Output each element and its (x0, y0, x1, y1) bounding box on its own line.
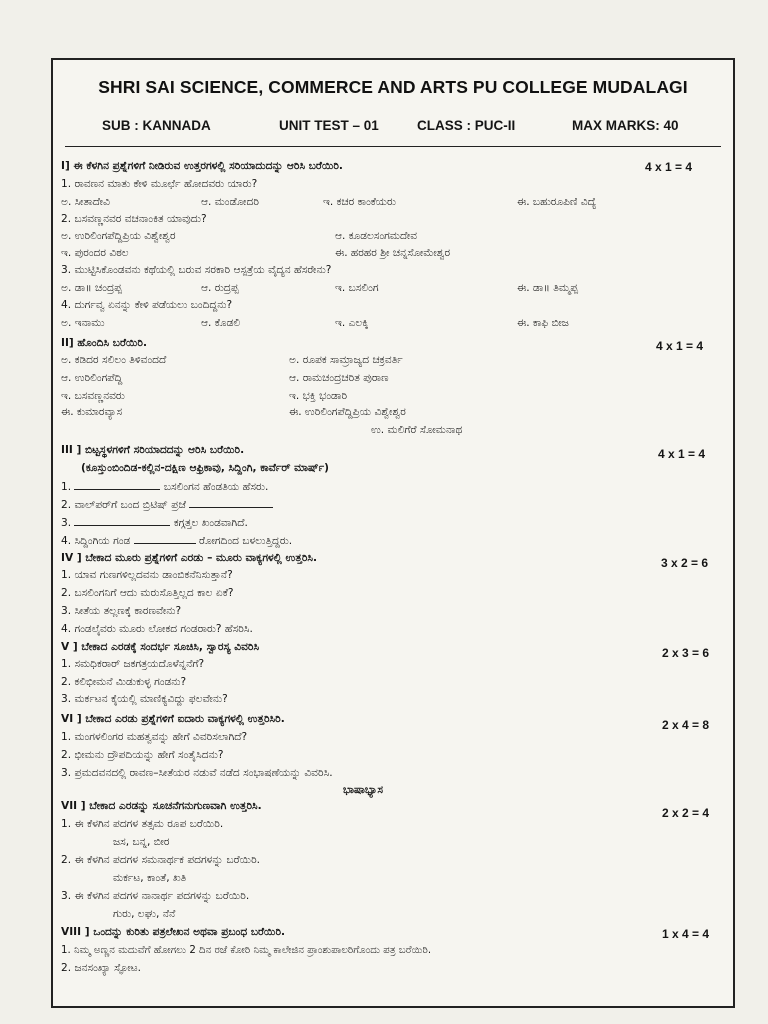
test-label: UNIT TEST – 01 (279, 118, 379, 133)
question-text: ಬಸಲಿಂಗನ ಹೆಂಡತಿಯ ಹೆಸರು. (163, 481, 269, 493)
answer-blank (74, 516, 170, 526)
question-text: 3. ಪ್ರಮದವನದಲ್ಲಿ ರಾವಣ–ಸೀತೆಯರ ನಡುವೆ ನಡೆದ ಸಂಭಾಷಣೆಯನ್ನು ವಿವರಿಸಿ. (61, 767, 333, 779)
question-text: 2. ಈ ಕೆಳಗಿನ ಪದಗಳ ಸಮನಾರ್ಥಕ ಪದಗಳನ್ನು ಬರೆಯಿರಿ. (61, 854, 261, 866)
fill-blank-question (61, 480, 268, 494)
match-right: ಈ. ಉರಿಲಿಂಗಪೆದ್ದಿಪ್ರಿಯ ವಿಶ್ವೇಶ್ವರ (289, 406, 406, 418)
section-3-heading: III ] ಬಿಟ್ಟಸ್ಥಳಗಳಿಗೆ ಸರಿಯಾದದನ್ನು ಆರಿಸಿ ಬರೆಯಿರಿ. (61, 444, 245, 456)
section-5-marks: 2 x 3 = 6 (662, 646, 710, 660)
answer-blank (189, 498, 273, 508)
max-marks-label: MAX MARKS: 40 (572, 118, 679, 133)
header-divider (65, 146, 721, 147)
question-text: 3. ಮುಟ್ಟಿಸಿಕೊಂಡವನು ಕಥೆಯಲ್ಲಿ ಬರುವ ಸರಕಾರಿ ಆಸ್ಪತ್ರೆಯ ವೈದ್ಯನ ಹೆಸರೇನು? (61, 264, 332, 276)
question-text: 3. ಸೀತೆಯ ತಲ್ಲಣಕ್ಕೆ ಕಾರಣವೇನು? (61, 605, 182, 617)
option: ಅ. ಡಾ॥ ಚಂದ್ರಪ್ಪ (61, 282, 122, 294)
option: ಇ. ಎಲಕ್ಕಿ (335, 317, 369, 329)
question-text: 2. ಬಸಲಿಂಗನಿಗೆ ಆದು ಮರುಸೊತ್ತಿಲ್ಲದ ಕಾಲ ಏಕೆ? (61, 587, 234, 599)
section-8-marks: 1 x 4 = 4 (662, 927, 710, 941)
question-text: 2. ಬಸವಣ್ಣನವರ ವಚನಾಂಕಿತ ಯಾವುದು? (61, 213, 207, 225)
question-text: 1. ನಿಮ್ಮ ಅಣ್ಣನ ಮದುವೆಗೆ ಹೋಗಲು 2 ದಿನ ರಜೆ ಕೋರಿ ನಿಮ್ಮ ಕಾಲೇಜಿನ ಪ್ರಾಂಶುಪಾಲರಿಗೊಂದು ಪತ್ರ ಬರೆಯಿರಿ. (61, 945, 432, 956)
option: ಅ. ಉರಿಲಿಂಗಪೆದ್ದಿಪ್ರಿಯ ವಿಶ್ವೇಶ್ವರ (61, 230, 176, 242)
question-paper (51, 58, 735, 1008)
question-text: 1. ರಾವಣನ ಮಾತು ಕೇಳಿ ಮೂರ್ಛೆ ಹೋದವರು ಯಾರು? (61, 178, 258, 190)
question-text: 2. ಭೀಮನು ದ್ರೌಪದಿಯನ್ನು ಹೇಗೆ ಸಂತೈಸಿದನು? (61, 749, 224, 761)
option: ಈ. ಕಾಫಿ ಬೀಜ (517, 317, 569, 329)
option: ಇ. ಪುರಂದರ ವಿಠಲ (61, 247, 129, 259)
section-3-marks: 4 x 1 = 4 (658, 447, 706, 461)
match-left: ಇ. ಬಸವಣ್ಣನವರು (61, 390, 125, 402)
question-text: ರೋಗದಿಂದ ಬಳಲುತ್ತಿದ್ದರು. (199, 535, 293, 547)
grammar-subheading: ಭಾಷಾಭ್ಯಾಸ (343, 784, 383, 796)
question-text: 2. ವಾಲ್‌ಪರ್‌ಗೆ ಬಂದ ಬ್ರಿಟಿಷ್ ಪ್ರಜೆ (61, 499, 187, 511)
college-name: SHRI SAI SCIENCE, COMMERCE AND ARTS PU COLLEGE MUDALAGI (98, 77, 688, 97)
fill-blank-question (61, 516, 248, 530)
match-left: ಅ. ಕಡಿದರ ಸಲಿಲಂ ತಿಳಿವಂದದೆ (61, 354, 167, 366)
question-number: 3. (61, 517, 72, 529)
section-1-marks: 4 x 1 = 4 (645, 160, 693, 174)
section-2-marks: 4 x 1 = 4 (656, 339, 704, 353)
option: ಆ. ಕೂಡಲಸಂಗಮದೇವ (335, 230, 418, 242)
section-4-heading: IV ] ಬೇಕಾದ ಮೂರು ಪ್ರಶ್ನೆಗಳಿಗೆ ಎರಡು – ಮೂರು ವಾಕ್ಯಗಳಲ್ಲಿ ಉತ್ತರಿಸಿ. (61, 552, 318, 564)
match-right: ಉ. ಮಲಿಗೆರೆ ಸೋಮನಾಥ (371, 424, 463, 436)
question-text: 4. ದುರ್ಗವ್ವ ಏನನ್ನು ಕೇಳಿ ಪಡೆಯಲು ಬಂದಿದ್ದನು? (61, 299, 233, 311)
hint-words: (ಕೂಸ್ತುಂಬಿಂದಿಡ-ಕಲ್ಲಿನ-ದಕ್ಷಿಣ ಆಫ್ರಿಕಾವು, ಸಿದ್ದಿಂಗಿ, ಕಾರ್ವೆರ್ ಮಾರ್ಷ್) (81, 462, 329, 474)
option: ಈ. ಹರಹರ ಶ್ರೀ ಚನ್ನಸೋಮೇಶ್ವರ (335, 247, 451, 259)
class-label: CLASS : PUC-II (417, 118, 516, 133)
question-text: 4. ಸಿದ್ದಿಂಗಿಯ ಗಂಡ (61, 535, 131, 547)
question-text: 1. ಸಮಧಿಕರಾರ್ ಜಕಗತ್ರಯದೊಳೆನ್ನನೆಗೆ? (61, 658, 205, 670)
option: ಆ. ಕೊಡಲಿ (201, 317, 241, 329)
question-text: 3. ಈ ಕೆಳಗಿನ ಪದಗಳ ನಾನಾರ್ಥ ಪದಗಳನ್ನು ಬರೆಯಿರಿ. (61, 890, 250, 902)
section-8-heading: VIII ] ಒಂದನ್ನು ಕುರಿತು ಪತ್ರಲೇಖನ ಅಥವಾ ಪ್ರಬಂಧ ಬರೆಯಿರಿ. (61, 926, 286, 938)
word-list: ಮರ್ಕಟ, ಕಾಂತೆ, ಖತಿ (113, 872, 187, 884)
question-number: 1. (61, 481, 72, 493)
option: ಈ. ಡಾ॥ ತಿಮ್ಮಪ್ಪ (517, 282, 578, 294)
fill-blank-question (61, 498, 273, 512)
word-list: ಜಸ, ಬನ್ನ, ಬೀರ (113, 836, 170, 848)
option: ಆ. ರುದ್ರಪ್ಪ (201, 282, 239, 294)
option: ಅ. ಸೀತಾದೇವಿ (61, 196, 110, 208)
option: ಅ. ಇನಾಮು (61, 317, 105, 329)
match-left: ಆ. ಉರಿಲಿಂಗಪೆದ್ದಿ (61, 372, 123, 384)
question-text: 2. ಜನಸಂಖ್ಯಾ ಸ್ಫೋಟ. (61, 962, 142, 974)
option: ಇ. ಬಸಲಿಂಗ (335, 282, 379, 294)
section-6-marks: 2 x 4 = 8 (662, 718, 710, 732)
match-right: ಅ. ರೂಪಕ ಸಾಮ್ರಾಜ್ಯದ ಚಕ್ರವರ್ತಿ (289, 354, 403, 366)
option: ಇ. ಕಚರ ಕಾಂಕೆಯರು (323, 196, 396, 208)
question-text: 3. ಮರ್ಕಟನ ಕೈಯಲ್ಲಿ ಮಾಣಿಕ್ಯವಿದ್ದು ಫಲವೇನು? (61, 693, 228, 705)
answer-blank (134, 534, 196, 544)
question-text: 2. ಕಲಿಭೀಮನೆ ಮಿಡುಕುಳ್ಳ ಗಂಡನು? (61, 676, 187, 688)
question-text: 1. ಮಂಗಳಲಿಂಗರ ಮಹತ್ವವನ್ನು ಹೇಗೆ ವಿವರಿಸಲಾಗಿದೆ? (61, 731, 248, 743)
answer-blank (74, 480, 160, 490)
section-1-heading: I] ಈ ಕೆಳಗಿನ ಪ್ರಶ್ನೆಗಳಿಗೆ ನೀಡಿರುವ ಉತ್ತರಗಳಲ್ಲಿ ಸರಿಯಾದುದನ್ನು ಆರಿಸಿ ಬರೆಯಿರಿ. (61, 160, 343, 172)
match-left: ಈ. ಕುಮಾರವ್ಯಾಸ (61, 406, 123, 418)
match-right: ಇ. ಭಕ್ತಿ ಭಂಡಾರಿ (289, 390, 348, 402)
option: ಆ. ಮಂಡೋದರಿ (201, 196, 259, 208)
fill-blank-question (61, 534, 292, 548)
section-5-heading: V ] ಬೇಕಾದ ಎರಡಕ್ಕೆ ಸಂದರ್ಭ ಸೂಚಿಸಿ, ಸ್ವಾರಸ್ಯ ವಿವರಿಸಿ (61, 641, 260, 653)
option: ಈ. ಬಹುರೂಪಿಣಿ ವಿದ್ಯೆ (517, 196, 597, 208)
subject-label: SUB : KANNADA (102, 118, 211, 133)
section-7-marks: 2 x 2 = 4 (662, 806, 710, 820)
question-text: 1. ಯಾವ ಗುಣಗಳಿಲ್ಲದವನು ಡಾಂಬಿಕನೆನಿಸುತ್ತಾನೆ? (61, 569, 233, 581)
question-text: ಕಗ್ಗತ್ತಲ ಖಂಡವಾಗಿದೆ. (173, 517, 248, 529)
match-right: ಆ. ರಾಮಚಂದ್ರಚರಿತ ಪುರಾಣ (289, 372, 389, 384)
section-7-heading: VII ] ಬೇಕಾದ ಎರಡನ್ನು ಸೂಚನೆಗನುಗುಣವಾಗಿ ಉತ್ತರಿಸಿ. (61, 800, 262, 812)
section-6-heading: VI ] ಬೇಕಾದ ಎರಡು ಪ್ರಶ್ನೆಗಳಿಗೆ ಐದಾರು ವಾಕ್ಯಗಳಲ್ಲಿ ಉತ್ತರಿಸಿರಿ. (61, 713, 285, 725)
question-text: 4. ಗಂಡಲೈವರು ಮೂರು ಲೋಕದ ಗಂಡರಾರು? ಹೆಸರಿಸಿ. (61, 623, 253, 635)
section-2-heading: II] ಹೊಂದಿಸಿ ಬರೆಯಿರಿ. (61, 337, 147, 349)
question-text: 1. ಈ ಕೆಳಗಿನ ಪದಗಳ ತತ್ಸಮ ರೂಪ ಬರೆಯಿರಿ. (61, 818, 224, 830)
section-4-marks: 3 x 2 = 6 (661, 556, 709, 570)
word-list: ಗುರು, ಲಘು, ನೆನೆ (113, 908, 176, 920)
